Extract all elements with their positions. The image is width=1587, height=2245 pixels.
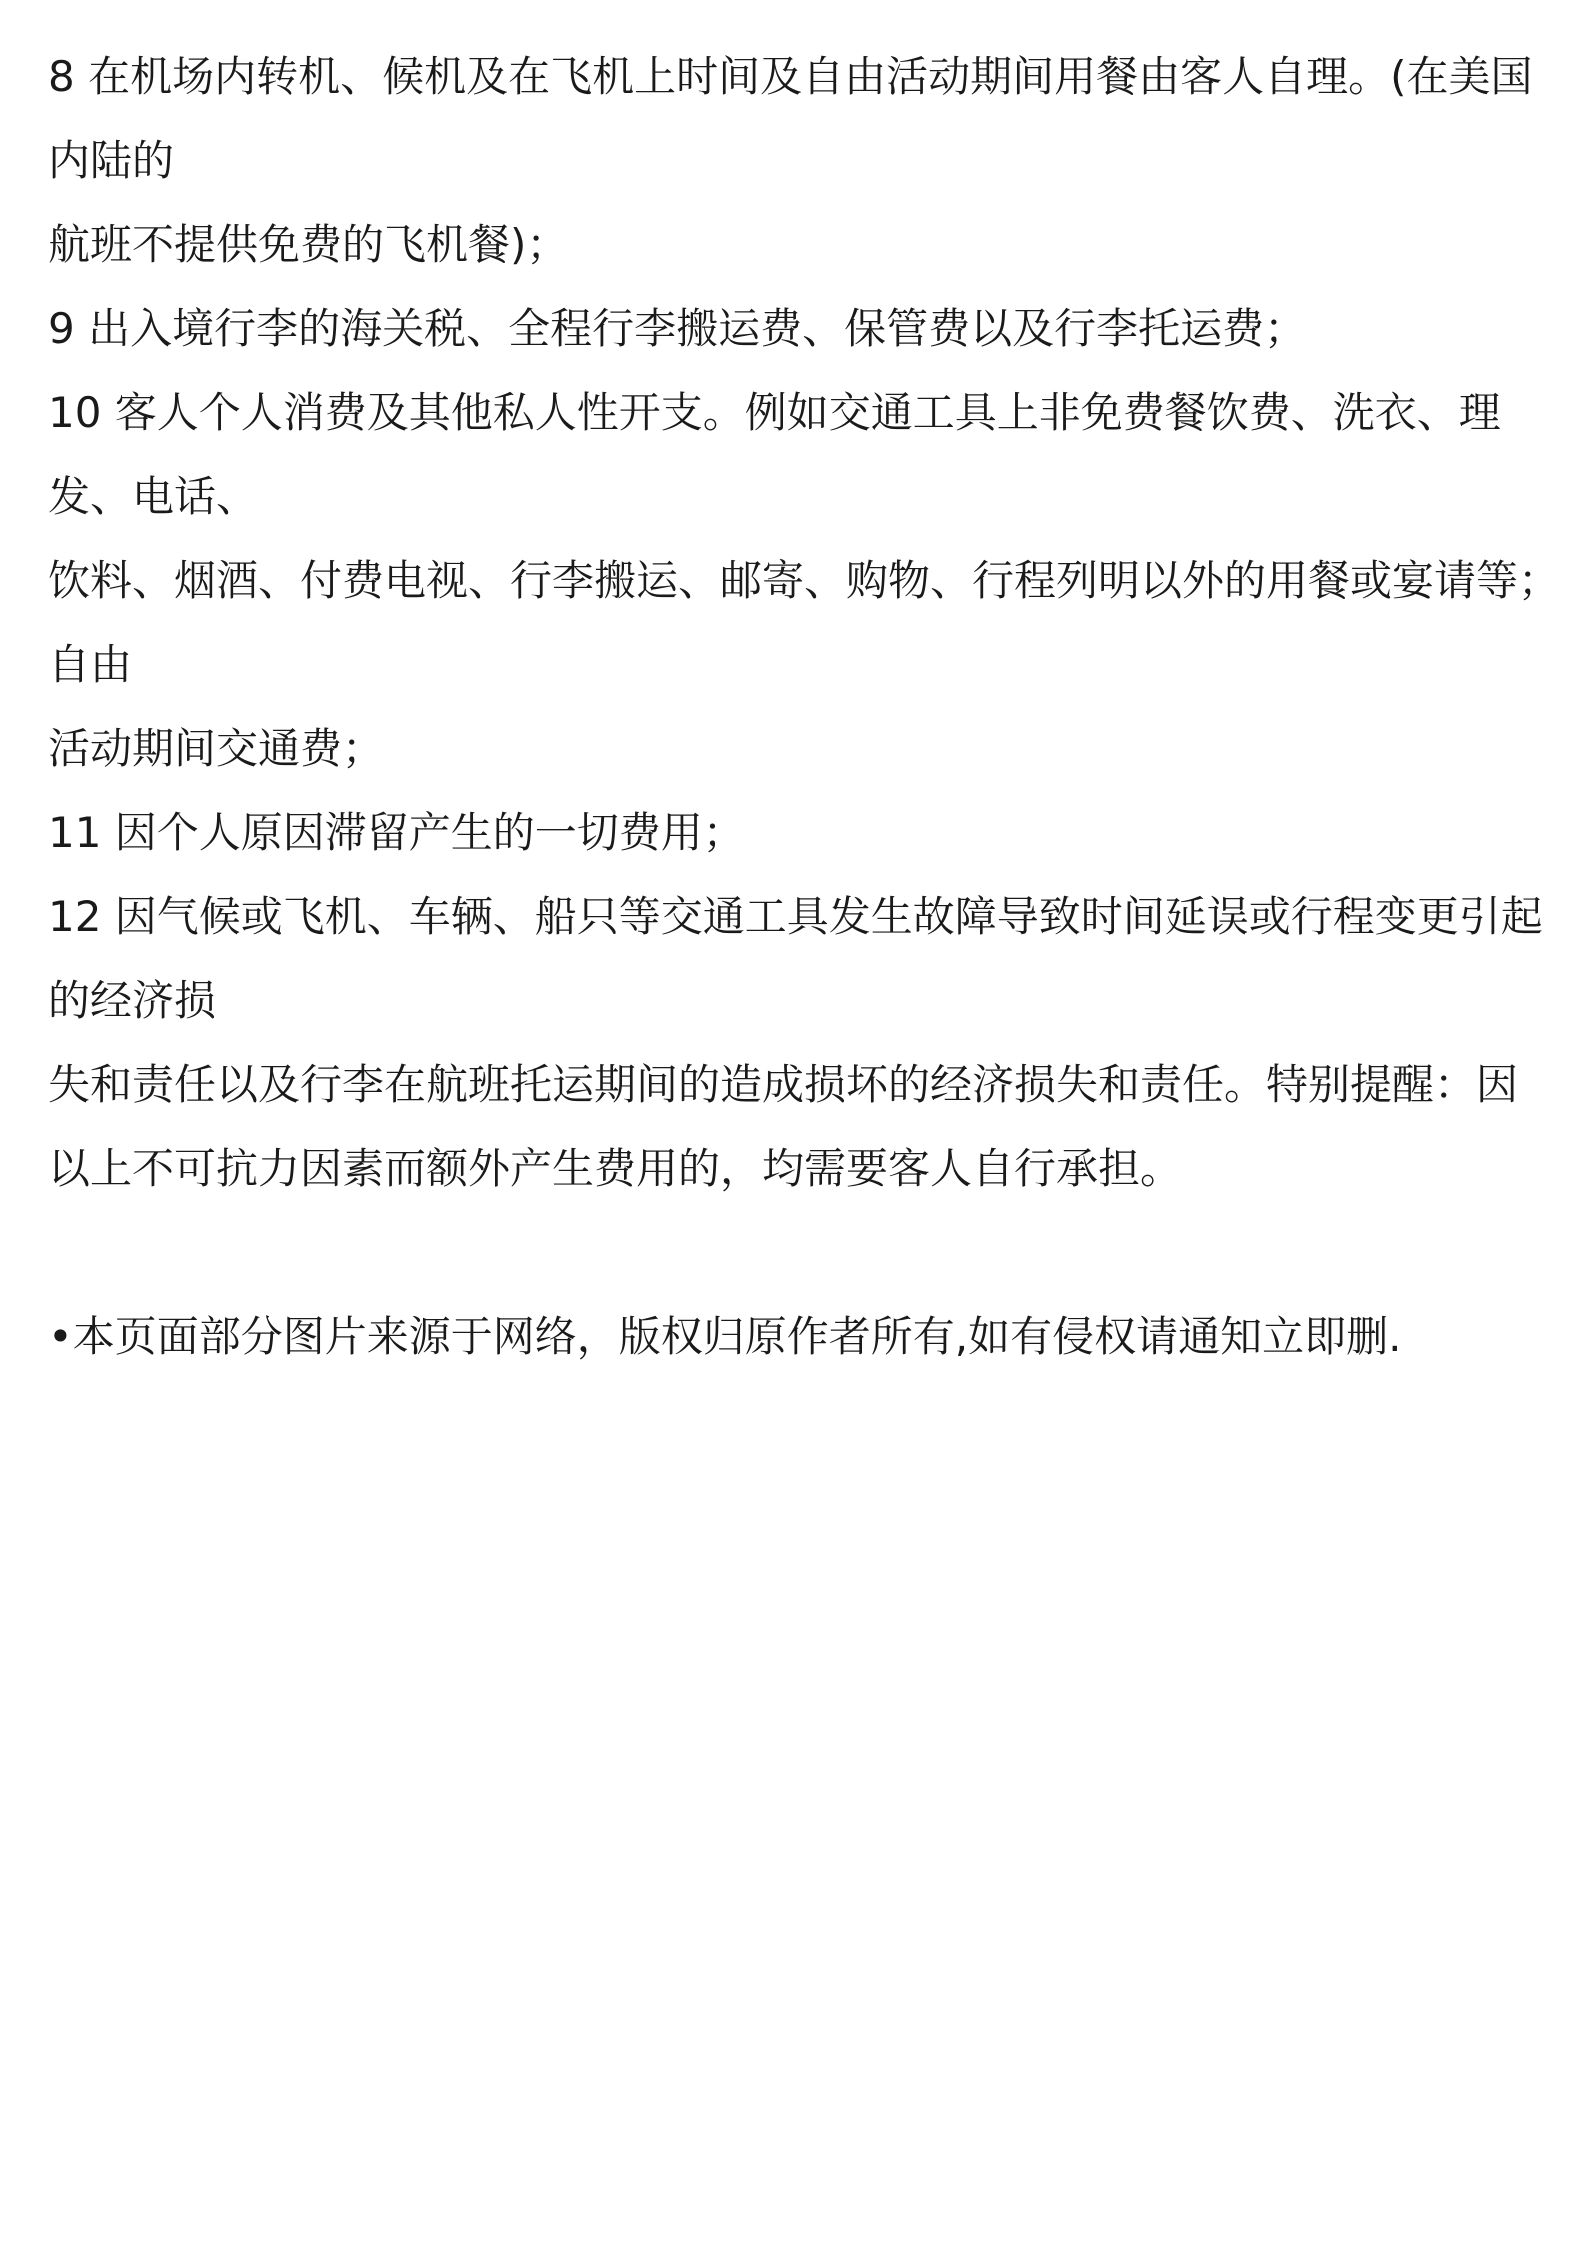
text-line-12: 的经济损 xyxy=(48,976,217,1025)
copyright-notice: •本页面部分图片来源于网络，版权归原作者所有,如有侵权请通知立即删. xyxy=(48,1312,1402,1361)
document-page xyxy=(48,35,1561,1379)
text-line-5: 10 客人个人消费及其他私人性开支。例如交通工具上非免费餐饮费、洗衣、理 xyxy=(48,388,1501,437)
text-line-1: 8 在机场内转机、候机及在飞机上时间及自由活动期间用餐由客人自理。(在美国 xyxy=(48,52,1533,101)
text-line-10: 11 因个人原因滞留产生的一切费用； xyxy=(48,808,745,857)
text-line-8: 自由 xyxy=(48,640,133,689)
text-line-14: 以上不可抗力因素而额外产生费用的，均需要客人自行承担。 xyxy=(48,1144,1183,1193)
text-line-6: 发、电话、 xyxy=(48,472,259,521)
text-line-4: 9 出入境行李的海关税、全程行李搬运费、保管费以及行李托运费； xyxy=(48,304,1307,353)
text-line-11: 12 因气候或飞机、车辆、船只等交通工具发生故障导致时间延误或行程变更引起 xyxy=(48,892,1543,941)
text-line-9: 活动期间交通费； xyxy=(48,724,385,773)
text-line-2: 内陆的 xyxy=(48,136,175,185)
text-line-3: 航班不提供免费的飞机餐)； xyxy=(48,220,569,269)
blank-spacer xyxy=(48,1211,1548,1295)
text-line-13: 失和责任以及行李在航班托运期间的造成损坏的经济损失和责任。特别提醒：因 xyxy=(48,1060,1519,1109)
text-line-7: 饮料、烟酒、付费电视、行李搬运、邮寄、购物、行程列明以外的用餐或宴请等； xyxy=(48,556,1561,605)
